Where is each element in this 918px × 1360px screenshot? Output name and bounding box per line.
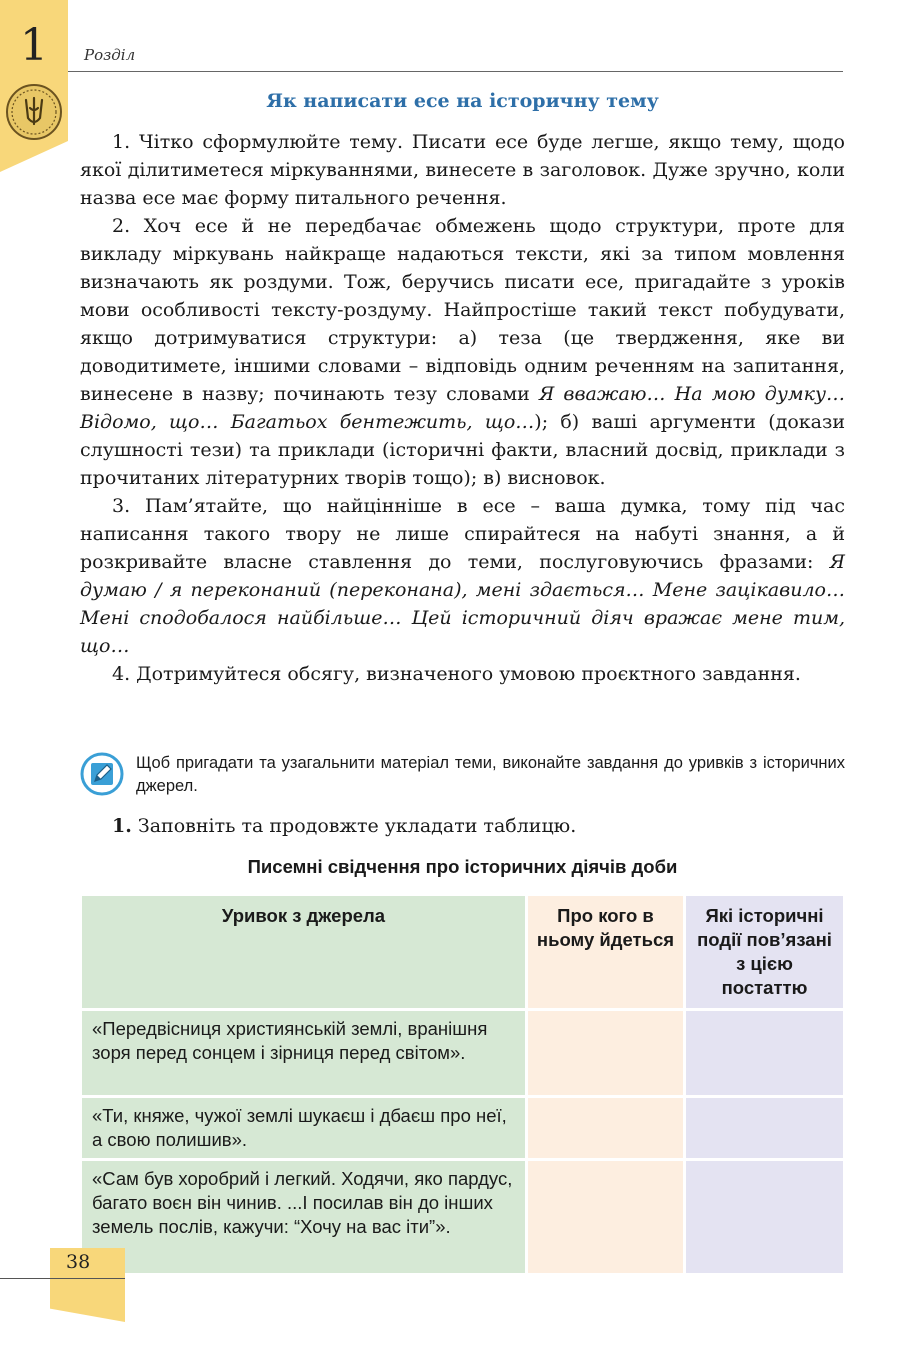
page-title: Як написати есе на історичну тему: [266, 90, 659, 112]
paragraph-3: [80, 492, 845, 660]
source-cell: «Сам був хоробрий і легкий. Ходячи, яко пардус, багато воєн він чинив. ...І посилав він до інших земель послів, кажучи: “Хочу на вас іти”».: [81, 1160, 527, 1275]
paragraph-2: [80, 212, 845, 492]
section-label: Розділ: [84, 46, 136, 64]
events-cell[interactable]: [685, 1010, 845, 1097]
table-row: [81, 1097, 845, 1160]
chapter-number: 1: [20, 20, 48, 71]
events-cell[interactable]: [685, 1160, 845, 1275]
paragraph-2-start: 2. Хоч есе й не передбачає обмежень щодо структури, проте для викладу міркувань найкраще надаються тексти, які за типом мовлення визначають як роздуми. Тож, беручись писати есе, пригадайте з уроків мови особливості тексту-роздуму. Найпростіше такий текст побудувати, якщо дотримуватися структури: а) теза (це твердження, яке ви доводитимете, іншими словами – відповідь одним реченням на запитання, винесене в назву; починають тезу словами: [80, 215, 845, 405]
exercise-number: 1.: [112, 815, 132, 837]
header-divider: [68, 71, 843, 72]
who-cell[interactable]: [527, 1097, 685, 1160]
paragraph-3-italic: Я думаю / я переконаний (переконана), мені здається… Мене зацікавило… Мені сподобалося найбільше… Цей історичний діяч вражає мене тим, що…: [80, 551, 845, 657]
coin-trident-icon: [4, 82, 64, 142]
header-who: Про кого в ньому йдеться: [527, 895, 685, 1010]
task-note-text: Щоб пригадати та узагальнити матеріал теми, виконайте завдання до уривків з історичних джерел.: [136, 754, 845, 795]
table-title: Писемні свідчення про історичних діячів доби: [247, 856, 678, 877]
paragraph-3-start: 3. Пам’ятайте, що найцінніше в есе – ваша думка, тому під час написання такого твору не лише спирайтеся на набуті знання, а й розкривайте власне ставлення до теми, послуговуючись фразами:: [80, 495, 845, 573]
exercise-text: Заповніть та продовжте укладати таблицю.: [131, 815, 577, 837]
task-note: [80, 752, 845, 804]
paragraph-4: 4. Дотримуйтеся обсягу, визначеного умовою проєктного завдання.: [112, 663, 801, 685]
who-cell[interactable]: [527, 1010, 685, 1097]
source-cell: «Передвісниця християнській землі, вранішня зоря перед сонцем і зірниця перед світом».: [81, 1010, 527, 1097]
table-row: [81, 1010, 845, 1097]
exercise-1: [112, 812, 842, 840]
table-header-row: [81, 895, 845, 1010]
sources-table: [79, 893, 846, 1276]
paragraph-2-end: ); б) ваші аргументи (докази слушності тези) та приклади (історичні факти, власний досвід, приклади з прочитаних літературних творів тощо); в) висновок.: [80, 411, 845, 489]
events-cell[interactable]: [685, 1097, 845, 1160]
pencil-icon: [80, 752, 124, 796]
table-row: [81, 1160, 845, 1275]
paragraph-2-italic: Я вважаю… На мою думку… Відомо, що… Багатьох бентежить, що…: [80, 383, 845, 433]
body-text: [80, 128, 845, 688]
paragraph-1: 1. Чітко сформулюйте тему. Писати есе буде легше, якщо тему, щодо якої ділитиметеся міркуваннями, винесете в заголовок. Дуже зручно, коли назва есе має форму питального речення.: [80, 131, 845, 209]
header-source: Уривок з джерела: [81, 895, 527, 1010]
who-cell[interactable]: [527, 1160, 685, 1275]
source-cell: «Ти, княже, чужої землі шукаєш і дбаєш про неї, а свою полишив».: [81, 1097, 527, 1160]
header-events: Які історичні події пов’язані з цією постаттю: [685, 895, 845, 1010]
footer-divider: [0, 1278, 125, 1279]
page-number: 38: [66, 1251, 91, 1273]
